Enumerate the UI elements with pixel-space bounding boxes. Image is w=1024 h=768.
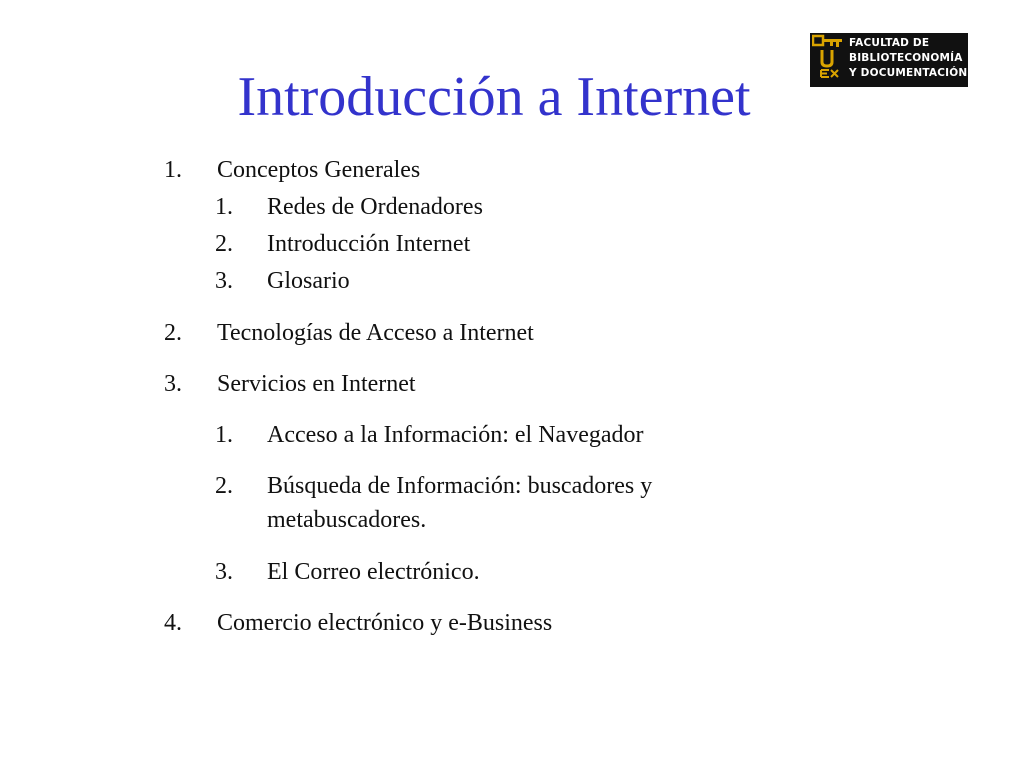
- list-item-text: Comercio electrónico y e-Business: [217, 610, 553, 636]
- list-item-number: 3.: [215, 559, 233, 585]
- list-item-text: Redes de Ordenadores: [267, 194, 483, 220]
- slide-title: Introducción a Internet: [237, 66, 751, 128]
- list-item-text: El Correo electrónico.: [267, 559, 480, 585]
- list-item-text: Servicios en Internet: [217, 371, 416, 397]
- list-item-text: Conceptos Generales: [217, 157, 421, 183]
- list-item-text: Glosario: [267, 268, 350, 294]
- logo-line-2: BIBLIOTECONOMÍA: [849, 52, 963, 64]
- list-item-text: metabuscadores.: [267, 507, 427, 533]
- list-item-text: Acceso a la Información: el Navegador: [267, 422, 644, 448]
- list-item-text: Búsqueda de Información: buscadores y: [267, 473, 653, 499]
- list-item-number: 1.: [164, 157, 182, 183]
- list-item-number: 2.: [164, 320, 182, 346]
- list-item-number: 1.: [215, 194, 233, 220]
- list-item-text: Tecnologías de Acceso a Internet: [217, 320, 534, 346]
- list-item-number: 3.: [215, 268, 233, 294]
- list-item-number: 4.: [164, 610, 182, 636]
- logo-line-3: Y DOCUMENTACIÓN: [849, 67, 968, 79]
- list-item-number: 2.: [215, 473, 233, 499]
- list-item-number: 1.: [215, 422, 233, 448]
- list-item-number: 3.: [164, 371, 182, 397]
- logo-line-1: FACULTAD DE: [849, 37, 930, 49]
- list-item-number: 2.: [215, 231, 233, 257]
- list-item-text: Introducción Internet: [267, 231, 471, 257]
